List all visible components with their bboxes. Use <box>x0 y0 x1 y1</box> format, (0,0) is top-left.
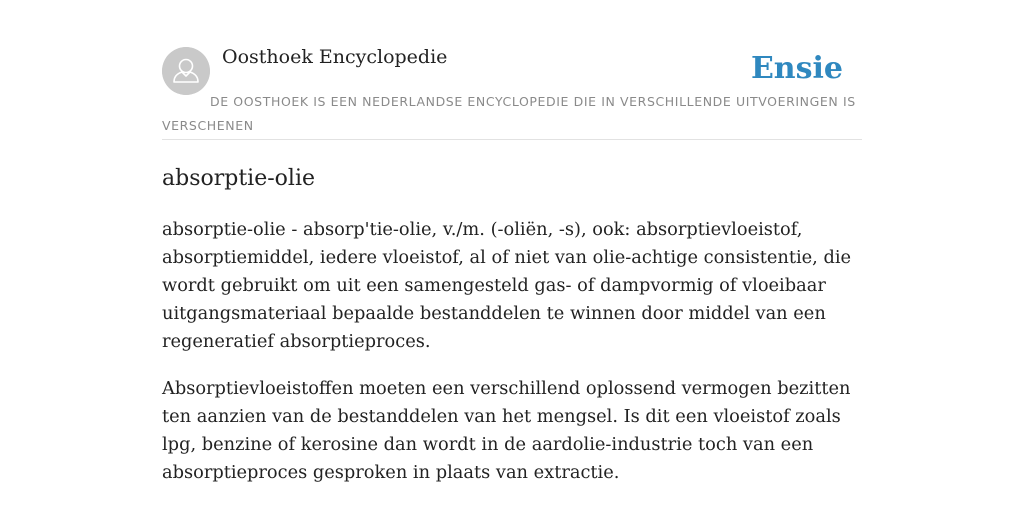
author-name-link[interactable]: Oosthoek Encyclopedie <box>222 46 448 68</box>
ensie-logo[interactable]: Ensie <box>750 51 843 86</box>
author-header <box>162 44 862 140</box>
article-paragraph-definition: absorptie-olie - absorp'tie-olie, v./m. (-oliën, -s), ook: absorptievloeistof, absorptiemiddel, iedere vloeistof, al of niet van olie-achtige consistentie, die wordt gebruikt om uit een samengesteld gas- of dampvormig of vloeibaar uitgangsmateriaal bepaalde bestanddelen te winnen door middel van een regeneratief absorptieproces. <box>162 219 852 352</box>
article-body <box>162 160 862 487</box>
article-title: absorptie-olie <box>162 166 316 191</box>
user-avatar-icon[interactable] <box>162 47 210 95</box>
article-paragraph-detail: Absorptievloeistoffen moeten een verschillend oplossend vermogen bezitten ten aanzien van de bestanddelen van het mengsel. Is dit een vloeistof zoals lpg, benzine of kerosine dan wordt in de aardolie-industrie toch van een absorptieproces gesproken in plaats van extractie. <box>162 378 851 483</box>
author-description: DE OOSTHOEK IS EEN NEDERLANDSE ENCYCLOPEDIE DIE IN VERSCHILLENDE UITVOERINGEN IS VERSCHENEN <box>162 94 856 133</box>
